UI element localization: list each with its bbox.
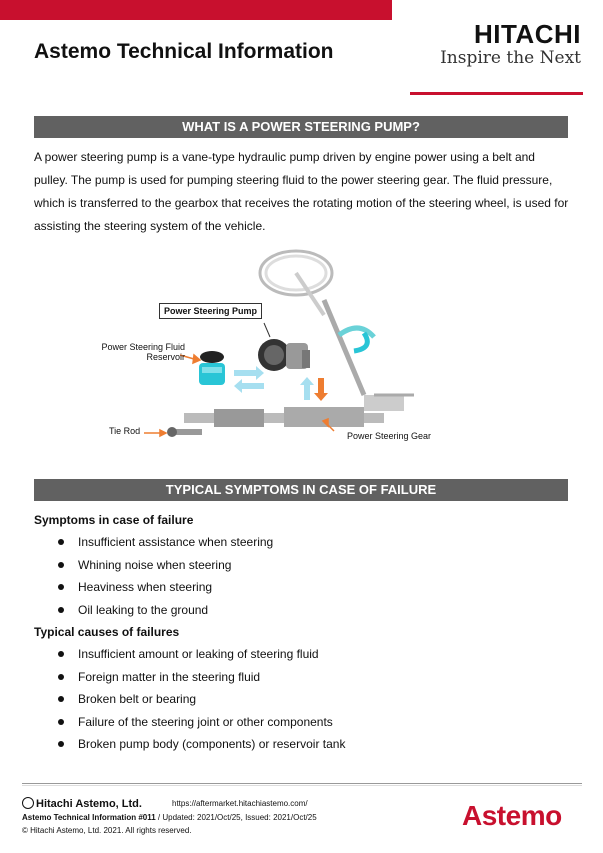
footer-dates: / Updated: 2021/Oct/25, Issued: 2021/Oct/25 (155, 813, 317, 822)
list-item (56, 644, 345, 667)
section-heading-what-is: WHAT IS A POWER STEERING PUMP? (34, 116, 568, 138)
steering-system-diagram (34, 245, 568, 470)
bullet-icon (58, 696, 64, 702)
cause-text: Foreign matter in the steering fluid (78, 669, 261, 684)
bullet-icon (58, 741, 64, 747)
bullet-icon (58, 651, 64, 657)
label-tie-rod: Tie Rod (109, 426, 141, 436)
cause-text: Broken pump body (components) or reservoir tank (78, 737, 346, 751)
bullet-icon (58, 539, 64, 545)
list-item (56, 532, 273, 555)
symptoms-list (56, 532, 273, 622)
list-item (56, 600, 273, 623)
list-item (56, 734, 345, 757)
bullet-icon (58, 719, 64, 725)
rotation-arrow-icon (339, 328, 374, 337)
bullet-icon (58, 674, 64, 680)
pressure-arrows (300, 377, 328, 401)
list-item (56, 577, 273, 600)
label-power-steering-gear: Power Steering Gear (347, 431, 432, 441)
footer-company-name: Hitachi Astemo, Ltd. (36, 798, 142, 810)
steering-gear-icon (184, 395, 414, 427)
list-item (56, 712, 345, 735)
bullet-icon (58, 562, 64, 568)
causes-heading: Typical causes of failures (34, 625, 180, 639)
symptom-text: Heaviness when steering (78, 580, 213, 594)
symptoms-heading: Symptoms in case of failure (34, 513, 194, 527)
intro-paragraph: A power steering pump is a vane-type hydraulic pump driven by engine power using a belt and pulley. The pump is used for pumping steering fluid to the power steering gear. The fluid pressure, which is transferred to the gearbox that receives the rotating motion of the steering wheel, is used for assisting the steering system of the vehicle. (34, 150, 569, 233)
hitachi-mark-icon (22, 797, 34, 809)
bullet-icon (58, 607, 64, 613)
brand-name: HITACHI (473, 19, 581, 49)
footer-divider-light (22, 785, 582, 786)
tie-rod-icon (167, 427, 202, 437)
hitachi-logo (440, 20, 581, 68)
brand-tagline: Inspire the Next (440, 48, 581, 68)
page-title: Astemo Technical Information (34, 40, 334, 63)
symptom-text: Oil leaking to the ground (78, 602, 209, 617)
steering-wheel-icon (260, 251, 332, 315)
symptom-text: Whining noise when steering (78, 557, 232, 572)
top-accent-bar (0, 0, 392, 20)
fluid-flow-arrows (234, 366, 264, 393)
footer-company (22, 797, 142, 810)
reservoir-icon (199, 351, 225, 385)
list-item (56, 667, 345, 690)
cause-text: Failure of the steering joint or other components (78, 714, 333, 729)
bullet-icon (58, 584, 64, 590)
astemo-logo: Astemo (462, 800, 562, 831)
cause-text: Broken belt or bearing (78, 692, 197, 706)
label-reservoir-line1: Power Steering Fluid (101, 342, 185, 352)
footer-divider (22, 783, 582, 784)
section-heading-symptoms: TYPICAL SYMPTOMS IN CASE OF FAILURE (34, 479, 568, 501)
callout-power-steering-pump: Power Steering Pump (159, 303, 262, 319)
pump-icon (258, 339, 310, 371)
symptom-text: Insufficient assistance when steering (78, 535, 274, 549)
list-item (56, 555, 273, 578)
cause-text: Insufficient amount or leaking of steering fluid (78, 647, 319, 661)
footer-copyright: © Hitachi Astemo, Ltd. 2021. All rights reserved. (22, 826, 192, 835)
footer-info (22, 813, 317, 822)
causes-list (56, 644, 345, 757)
label-reservoir (89, 342, 185, 362)
footer-doc-id: Astemo Technical Information #011 (22, 813, 156, 822)
footer-url-link[interactable]: https://aftermarket.hitachiastemo.com/ (172, 799, 308, 808)
label-reservoir-line2: Reservoir (146, 352, 185, 362)
header-rule (410, 92, 583, 95)
steering-column-icon (324, 300, 364, 395)
list-item (56, 689, 345, 712)
